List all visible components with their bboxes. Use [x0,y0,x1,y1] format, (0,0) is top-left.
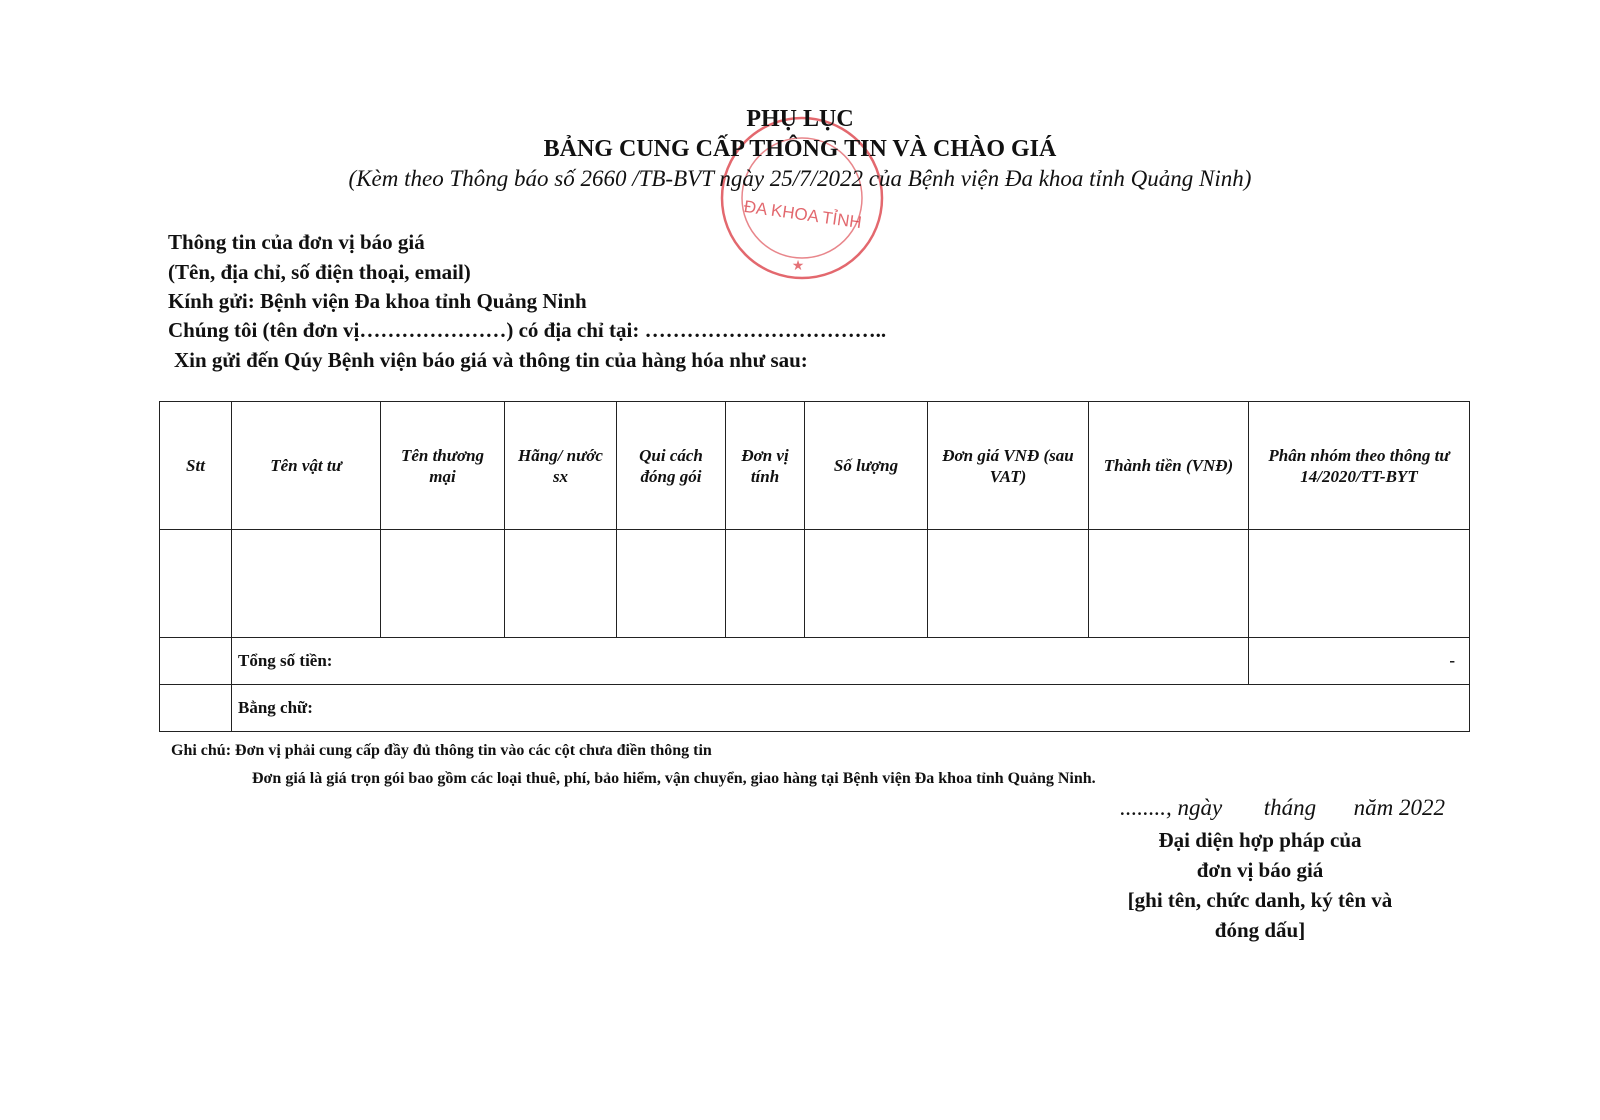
appendix-title: PHỤ LỤC [746,106,854,132]
col-header: Stt [160,402,232,530]
note-line-2: Đơn giá là giá trọn gói bao gồm các loại thuê, phí, bảo hiểm, vận chuyển, giao hàng tại Bệnh viện Đa khoa tỉnh Quảng Ninh. [252,770,1096,787]
svg-text:ĐA KHOA TỈNH: ĐA KHOA TỈNH [742,196,863,233]
table-cell[interactable] [1249,530,1470,638]
col-header: Số lượng [805,402,928,530]
table-title: BẢNG CUNG CẤP THÔNG TIN VÀ CHÀO GIÁ [543,136,1057,162]
reference-line: (Kèm theo Thông báo số 2660 /TB-BVT ngày 25/7/2022 của Bệnh viện Đa khoa tỉnh Quảng Ninh) [348,166,1252,191]
info-line-1: Thông tin của đơn vị báo giá [168,230,425,254]
table-cell[interactable] [232,530,381,638]
signature-line-2: đơn vị báo giá [1196,858,1324,882]
info-line-5: Xin gửi đến Qúy Bệnh viện báo giá và thông tin của hàng hóa như sau: [174,348,808,372]
date-day: ........, ngày [1120,795,1223,820]
table-cell[interactable] [617,530,726,638]
stamp-seal [712,108,892,288]
table-cell[interactable] [505,530,617,638]
svg-text:★: ★ [791,259,805,274]
col-header: Phân nhóm theo thông tư 14/2020/TT-BYT [1249,402,1470,530]
col-header: Tên thương mại [381,402,505,530]
col-header: Đơn vị tính [726,402,805,530]
date-year: năm 2022 [1353,795,1445,820]
words-row [160,685,1470,732]
table-cell[interactable] [1089,530,1249,638]
info-line-2: (Tên, địa chỉ, số điện thoại, email) [168,260,471,284]
signature-line-3: [ghi tên, chức danh, ký tên và [1127,888,1393,912]
table-cell [160,685,232,732]
date-month: tháng [1263,795,1317,820]
col-header: Qui cách đóng gói [617,402,726,530]
col-header: Tên vật tư [232,402,381,530]
col-header: Hãng/ nước sx [505,402,617,530]
info-line-4: Chúng tôi (tên đơn vị…………………) có địa chỉ tại: …………………………….. [168,318,887,342]
col-header: Thành tiền (VNĐ) [1089,402,1249,530]
table-cell[interactable] [805,530,928,638]
info-line-3: Kính gửi: Bệnh viện Đa khoa tỉnh Quảng Ninh [168,289,587,313]
total-value[interactable]: - [1249,638,1470,685]
signature-line-4: đóng dấu] [1214,918,1306,942]
table-cell[interactable] [160,530,232,638]
note-line-1: Ghi chú: Đơn vị phải cung cấp đầy đủ thông tin vào các cột chưa điền thông tin [171,742,712,759]
table-cell[interactable] [726,530,805,638]
table-cell[interactable] [381,530,505,638]
words-label[interactable]: Bằng chữ: [232,685,1470,732]
table-row [160,530,1470,638]
total-row [160,638,1470,685]
table-header-row [160,402,1470,530]
table-cell[interactable] [928,530,1089,638]
date-line [1120,795,1445,821]
quote-table [159,401,1470,732]
signature-line-1: Đại diện hợp pháp của [1158,828,1362,852]
col-header: Đơn giá VNĐ (sau VAT) [928,402,1089,530]
table-cell [160,638,232,685]
total-label: Tổng số tiền: [232,638,1249,685]
